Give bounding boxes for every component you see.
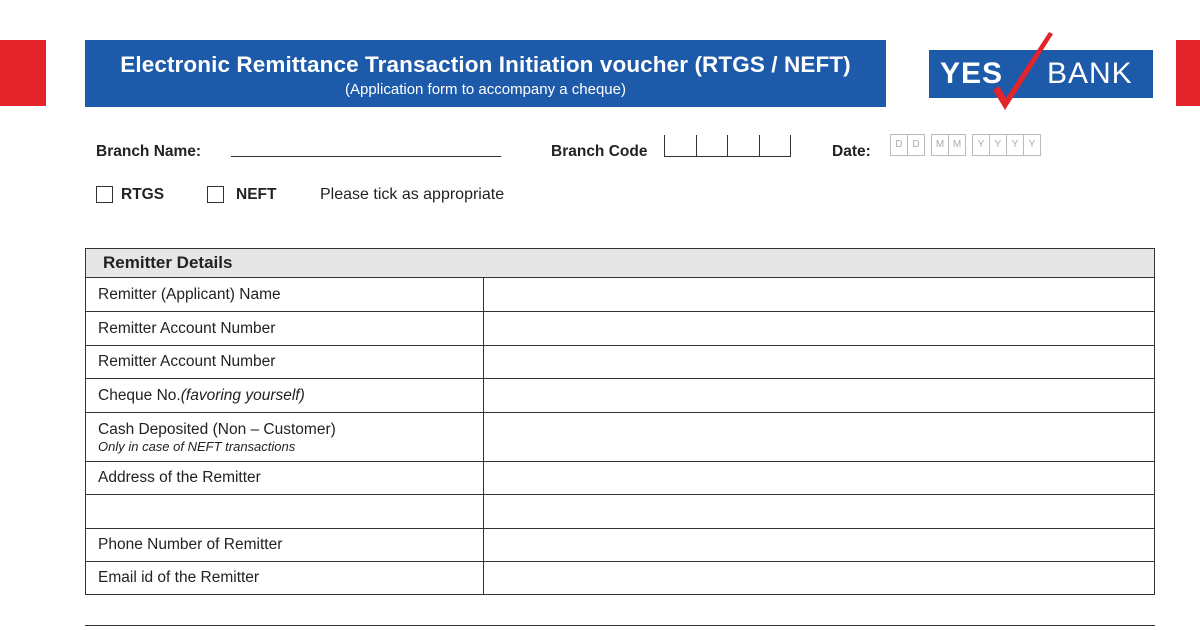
remitter-account-number-label: Remitter Account Number <box>86 346 484 379</box>
date-month-group <box>931 134 966 158</box>
table-row <box>86 312 1155 346</box>
remitter-account-number-input[interactable] <box>484 346 1155 379</box>
date-year-cell[interactable]: Y <box>990 134 1007 156</box>
cheque-number-input[interactable] <box>484 379 1155 413</box>
logo-word-yes: YES <box>940 57 1004 90</box>
branch-code-divider <box>664 135 665 157</box>
table-row <box>86 346 1155 379</box>
date-label: Date: <box>832 143 871 160</box>
form-title: Electronic Remittance Transaction Initiation voucher (RTGS / NEFT) <box>120 52 851 77</box>
cash-deposited-label-cell <box>86 413 484 462</box>
remitter-account-number-label: Remitter Account Number <box>86 312 484 346</box>
remitter-details-table <box>85 248 1155 595</box>
branch-code-divider <box>727 135 728 157</box>
right-red-tab <box>1176 40 1200 106</box>
cash-deposited-label: Cash Deposited (Non – Customer) <box>98 420 336 438</box>
remitter-name-label: Remitter (Applicant) Name <box>86 278 484 312</box>
table-row <box>86 495 1155 529</box>
rtgs-checkbox[interactable] <box>96 186 113 203</box>
neft-checkbox[interactable] <box>207 186 224 203</box>
date-month-cell[interactable]: M <box>931 134 949 156</box>
form-title-banner <box>85 40 886 107</box>
next-section-border <box>85 625 1155 626</box>
table-header-row <box>86 249 1155 278</box>
branch-name-label: Branch Name: <box>96 143 202 160</box>
left-red-tab <box>0 40 46 106</box>
cash-deposited-input[interactable] <box>484 413 1155 462</box>
remitter-address-continued-input[interactable] <box>484 495 1155 529</box>
remitter-email-label: Email id of the Remitter <box>86 562 484 595</box>
remitter-email-input[interactable] <box>484 562 1155 595</box>
table-row <box>86 278 1155 312</box>
table-row <box>86 562 1155 595</box>
date-day-group <box>890 134 925 158</box>
remitter-account-number-input[interactable] <box>484 312 1155 346</box>
remitter-address-label: Address of the Remitter <box>86 462 484 495</box>
branch-code-label: Branch Code <box>551 143 648 160</box>
tick-instruction: Please tick as appropriate <box>320 186 505 203</box>
remitter-address-input[interactable] <box>484 462 1155 495</box>
remitter-address-continued-label <box>86 495 484 529</box>
branch-code-divider <box>790 135 791 157</box>
form-subtitle: (Application form to accompany a cheque) <box>345 81 626 98</box>
date-year-cell[interactable]: Y <box>1007 134 1024 156</box>
branch-code-divider <box>696 135 697 157</box>
rtgs-label: RTGS <box>121 186 165 203</box>
remitter-phone-label: Phone Number of Remitter <box>86 529 484 562</box>
table-row <box>86 462 1155 495</box>
cheque-number-note: (favoring yourself) <box>180 386 305 404</box>
cheque-number-label: Cheque No. <box>98 386 181 404</box>
branch-code-divider <box>759 135 760 157</box>
cheque-number-label-cell <box>86 379 484 413</box>
date-day-cell[interactable]: D <box>908 134 925 156</box>
date-month-cell[interactable]: M <box>949 134 966 156</box>
remitter-name-input[interactable] <box>484 278 1155 312</box>
date-year-cell[interactable]: Y <box>1024 134 1041 156</box>
date-field[interactable] <box>890 134 1047 158</box>
logo-word-bank: BANK <box>1047 57 1133 90</box>
remitter-phone-input[interactable] <box>484 529 1155 562</box>
yes-bank-logo <box>929 50 1153 98</box>
date-year-group <box>972 134 1041 158</box>
remitter-details-heading: Remitter Details <box>86 249 1155 278</box>
branch-code-field[interactable] <box>664 135 791 157</box>
table-row <box>86 379 1155 413</box>
table-row <box>86 529 1155 562</box>
neft-label: NEFT <box>236 186 277 203</box>
date-day-cell[interactable]: D <box>890 134 908 156</box>
table-row <box>86 413 1155 462</box>
branch-name-field[interactable] <box>231 156 501 157</box>
cash-deposited-note: Only in case of NEFT transactions <box>98 438 296 454</box>
date-year-cell[interactable]: Y <box>972 134 990 156</box>
